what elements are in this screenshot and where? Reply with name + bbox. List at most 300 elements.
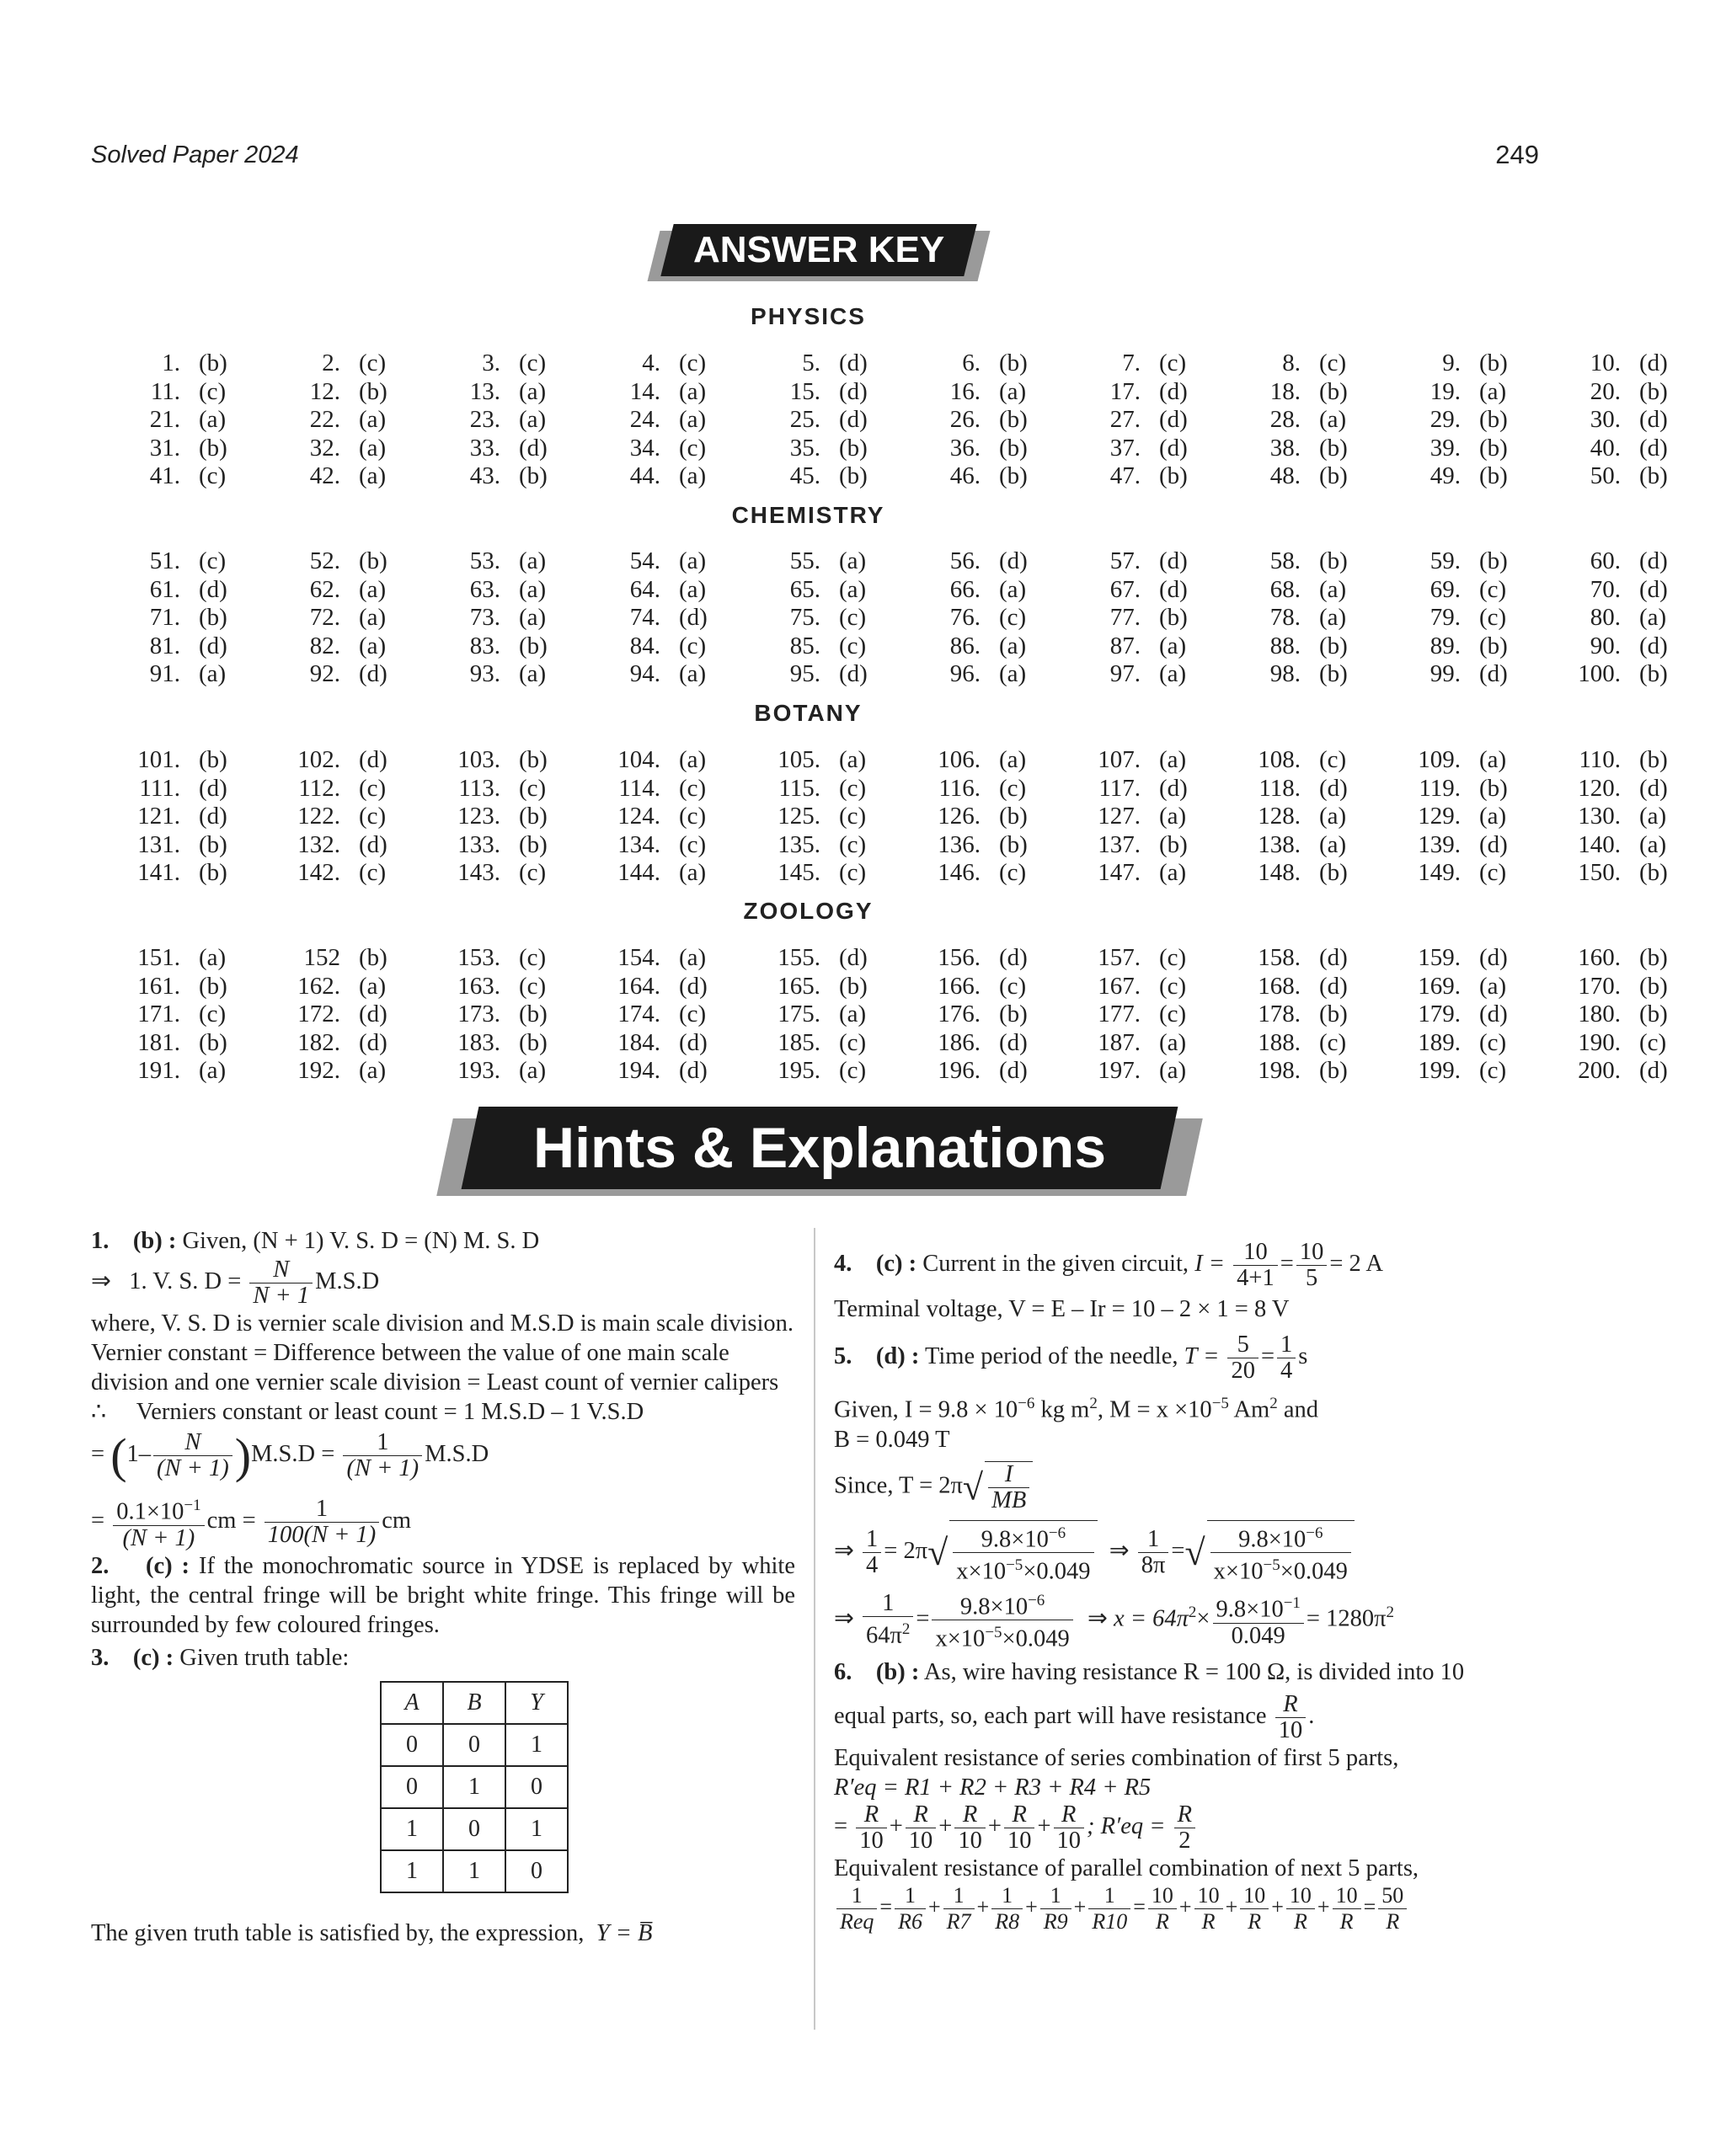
answer-option: (c)	[519, 774, 547, 802]
answer-option: (b)	[1319, 434, 1348, 462]
answer-option: (b)	[359, 547, 387, 574]
question-number: 161.	[137, 972, 180, 1000]
question-number: 2.	[322, 350, 340, 376]
answer-option: (c)	[359, 774, 387, 802]
answer-option: (a)	[679, 859, 707, 886]
answer-option: (d)	[1639, 1057, 1668, 1084]
answer-option: (a)	[679, 575, 707, 603]
question-number: 92.	[309, 660, 340, 687]
question-number: 75.	[789, 604, 820, 631]
question-number: 70.	[1590, 575, 1621, 603]
question-number: 13.	[469, 377, 500, 405]
q1-line2: ⇒ 1. V. S. D = $\frac{N}{N + 1}$ M.S.D	[91, 1257, 380, 1309]
question-number: 112.	[298, 774, 340, 802]
question-number: 119.	[1419, 774, 1461, 802]
answer-option: (d)	[359, 1001, 387, 1027]
question-number: 54.	[629, 547, 660, 574]
question-number: 57.	[1109, 547, 1141, 574]
answer-option: (a)	[1639, 604, 1667, 631]
question-number: 43.	[469, 462, 500, 489]
answer-option: (b)	[519, 462, 548, 489]
answer-option: (a)	[359, 632, 387, 659]
answer-option: (a)	[1639, 830, 1667, 858]
answer-option: (a)	[1639, 803, 1667, 830]
answer-option: (b)	[999, 1001, 1028, 1027]
question-number: 33.	[469, 434, 500, 462]
question-number: 32.	[309, 434, 340, 462]
answer-option: (c)	[999, 774, 1027, 802]
question-number: 114.	[618, 774, 660, 802]
answer-option: (b)	[1479, 774, 1508, 802]
answer-option: (d)	[359, 660, 387, 687]
q6-line1: 6. (b) : As, wire having resistance R = 100 Ω, is divided into 10	[834, 1658, 1465, 1685]
q4-line2: Terminal voltage, V = E – Ir = 10 – 2 × 1 = 8 V	[834, 1296, 1290, 1322]
answer-option: (b)	[1639, 972, 1668, 1000]
answer-option: (c)	[199, 547, 227, 574]
answer-option: (c)	[359, 803, 387, 830]
question-number: 48.	[1269, 462, 1301, 489]
question-number: 134.	[617, 830, 660, 858]
q6-line4: R′eq = R1 + R2 + R3 + R4 + R5	[834, 1774, 1152, 1801]
answer-option: (c)	[1159, 350, 1187, 376]
answer-option: (b)	[839, 434, 868, 462]
section-title-chemistry: CHEMISTRY	[731, 502, 885, 528]
question-number: 79.	[1429, 604, 1461, 631]
question-number: 170.	[1578, 972, 1621, 1000]
answer-option: (d)	[1159, 434, 1188, 462]
answer-option: (a)	[839, 575, 867, 603]
answer-option: (a)	[999, 660, 1027, 687]
question-number: 147.	[1098, 859, 1141, 886]
answer-option: (b)	[1319, 377, 1348, 405]
question-number: 84.	[629, 632, 660, 659]
q5-line5: ⇒ $\frac{1}{4}$ = 2π√ $\frac{9.8\times 10^{-6}}{x\times 10^{-5}\times 0.049}$ ⇒ $\frac{1}{8\pi}$ =√ $\frac{9.8\times 10^{-6}}{x\times 10^{-5}\times 0.049}$	[834, 1520, 1542, 1585]
question-number: 136.	[938, 830, 981, 858]
answer-option: (c)	[679, 774, 707, 802]
answer-option: (c)	[1639, 1028, 1667, 1056]
question-number: 35.	[789, 434, 820, 462]
answer-option: (d)	[1479, 1001, 1508, 1027]
answer-option: (a)	[1479, 377, 1507, 405]
question-number: 20.	[1590, 377, 1621, 405]
question-number: 158.	[1258, 944, 1301, 971]
question-number: 123.	[457, 803, 500, 830]
answer-row	[110, 576, 1710, 605]
answer-option: (b)	[1479, 632, 1508, 659]
q6-line5: = $\frac{R}{10}$ + $\frac{R}{10}$ + $\frac{R}{10}$ + $\frac{R}{10}$ + $\frac{R}{10}$ ; R′eq = $\frac{R}{2}$	[834, 1802, 1542, 1854]
question-number: 55.	[789, 547, 820, 574]
question-number: 168.	[1258, 972, 1301, 1000]
answer-option: (c)	[679, 803, 707, 830]
answer-option: (b)	[359, 377, 387, 405]
answer-option: (a)	[519, 604, 547, 631]
answer-option: (b)	[199, 350, 227, 376]
question-number: 11.	[150, 377, 180, 405]
answer-option: (b)	[1639, 1001, 1668, 1027]
question-number: 71.	[149, 604, 180, 631]
question-number: 124.	[617, 803, 660, 830]
answer-option: (c)	[359, 350, 387, 376]
question-number: 159.	[1418, 944, 1461, 971]
question-number: 27.	[1109, 406, 1141, 433]
answer-option: (a)	[679, 660, 707, 687]
answer-option: (d)	[199, 575, 227, 603]
question-number: 53.	[469, 547, 500, 574]
question-number: 148.	[1258, 859, 1301, 886]
q6-line3: Equivalent resistance of series combination of first 5 parts,	[834, 1744, 1399, 1771]
answer-row	[110, 1001, 1710, 1029]
question-number: 113.	[458, 774, 500, 802]
question-number: 22.	[309, 406, 340, 433]
question-number: 153.	[457, 944, 500, 971]
answer-option: (b)	[839, 462, 868, 489]
answer-option: (c)	[679, 434, 707, 462]
question-number: 73.	[469, 604, 500, 631]
answer-option: (d)	[839, 660, 868, 687]
answer-option: (c)	[679, 632, 707, 659]
question-number: 88.	[1269, 632, 1301, 659]
question-number: 76.	[949, 604, 981, 631]
question-number: 31.	[149, 434, 180, 462]
answer-option: (d)	[999, 1028, 1028, 1056]
question-number: 198.	[1258, 1057, 1301, 1084]
question-number: 8.	[1282, 350, 1301, 376]
answer-row	[110, 632, 1710, 661]
answer-row	[110, 462, 1710, 491]
answer-option: (c)	[839, 632, 867, 659]
answer-option: (a)	[519, 660, 547, 687]
q5-line6: ⇒ $\frac{1}{64\pi^2}$ = $\frac{9.8\times 10^{-6}}{x\times 10^{-5}\times 0.049}$ ⇒ $x = 64\pi^2\times$ $\frac{9.8\times 10^{-1}}{0.049}$ = $1280\pi^2$	[834, 1588, 1542, 1652]
answer-option: (a)	[999, 632, 1027, 659]
answer-row	[110, 944, 1710, 973]
question-number: 61.	[149, 575, 180, 603]
answer-option: (c)	[999, 604, 1027, 631]
question-number: 190.	[1578, 1028, 1621, 1056]
answer-option: (b)	[519, 1001, 548, 1027]
answer-option: (c)	[359, 859, 387, 886]
question-number: 162.	[297, 972, 340, 1000]
answer-option: (a)	[1319, 575, 1347, 603]
answer-option: (b)	[519, 830, 548, 858]
answer-option: (d)	[519, 434, 548, 462]
answer-option: (c)	[199, 462, 227, 489]
answer-option: (d)	[1639, 632, 1668, 659]
answer-option: (b)	[1479, 434, 1508, 462]
question-number: 144.	[617, 859, 660, 886]
question-number: 128.	[1258, 803, 1301, 830]
question-number: 18.	[1269, 377, 1301, 405]
question-number: 68.	[1269, 575, 1301, 603]
question-number: 21.	[149, 406, 180, 433]
q3-line1: 3. (c) : Given truth table:	[91, 1644, 350, 1671]
answer-option: (b)	[1639, 746, 1668, 773]
question-number: 47.	[1109, 462, 1141, 489]
question-number: 85.	[789, 632, 820, 659]
answer-option: (d)	[1479, 944, 1508, 971]
answer-option: (b)	[1639, 859, 1668, 886]
question-number: 56.	[949, 547, 981, 574]
answer-table-zoology	[110, 944, 1710, 1086]
answer-row	[110, 775, 1710, 803]
answer-option: (c)	[519, 350, 547, 376]
section-title-zoology: ZOOLOGY	[743, 898, 874, 924]
question-number: 110.	[1579, 746, 1621, 773]
answer-option: (c)	[839, 803, 867, 830]
question-number: 41.	[149, 462, 180, 489]
answer-option: (c)	[839, 774, 867, 802]
answer-option: (c)	[519, 859, 547, 886]
answer-option: (d)	[839, 944, 868, 971]
question-number: 194.	[617, 1057, 660, 1084]
question-number: 150.	[1578, 859, 1621, 886]
question-number: 173.	[457, 1001, 500, 1027]
answer-row	[110, 604, 1710, 632]
question-number: 69.	[1429, 575, 1461, 603]
q6-line7: $\frac{1}{\text{Req}}$ = $\frac{1}{R6}$ + $\frac{1}{R7}$ + $\frac{1}{R8}$ + $\frac{1}{R9}$ + $\frac{1}{R10}$ = $\frac{10}{R}$ + $\frac{10}{R}$ + $\frac{10}{R}$ + $\frac{10}{R}$ + $\frac{10}{R}$ = $\frac{50}{R}$	[834, 1883, 1542, 1935]
answer-option: (c)	[679, 1001, 707, 1027]
answer-option: (b)	[199, 604, 227, 631]
answer-option: (b)	[1319, 660, 1348, 687]
question-number: 125.	[778, 803, 820, 830]
question-number: 155.	[778, 944, 820, 971]
answer-option: (d)	[1639, 774, 1668, 802]
answer-option: (c)	[1159, 972, 1187, 1000]
answer-row	[110, 803, 1710, 831]
question-number: 121.	[137, 803, 180, 830]
question-number: 12.	[309, 377, 340, 405]
question-number: 196.	[938, 1057, 981, 1084]
section-title-physics: PHYSICS	[751, 303, 866, 329]
answer-option: (d)	[999, 944, 1028, 971]
q6-line6: Equivalent resistance of parallel combination of next 5 parts,	[834, 1854, 1419, 1881]
q5-line4: Since, T = 2π√ $\frac{I}{MB}$	[834, 1461, 1542, 1513]
answer-option: (b)	[839, 972, 868, 1000]
question-number: 80.	[1590, 604, 1621, 631]
question-number: 104.	[617, 746, 660, 773]
question-number: 93.	[469, 660, 500, 687]
answer-option: (c)	[1319, 350, 1347, 376]
answer-option: (a)	[519, 1057, 547, 1084]
question-number: 181.	[137, 1028, 180, 1056]
question-number: 108.	[1258, 746, 1301, 773]
question-number: 141.	[137, 859, 180, 886]
answer-option: (a)	[199, 406, 227, 433]
question-number: 149.	[1418, 859, 1461, 886]
hints-title: Hints & Explanations	[532, 1116, 1107, 1180]
answer-option: (c)	[839, 1057, 867, 1084]
right-column	[834, 1240, 1542, 1935]
answer-option: (a)	[359, 604, 387, 631]
answer-option: (c)	[199, 377, 227, 405]
answer-option: (d)	[1159, 547, 1188, 574]
question-number: 152	[303, 944, 340, 971]
answer-option: (b)	[1639, 660, 1668, 687]
answer-option: (d)	[679, 1057, 708, 1084]
answer-option: (b)	[999, 803, 1028, 830]
answer-option: (d)	[1319, 972, 1348, 1000]
question-number: 46.	[949, 462, 981, 489]
question-number: 174.	[617, 1001, 660, 1027]
answer-row	[110, 406, 1710, 435]
answer-table-physics	[110, 350, 1710, 491]
question-number: 117.	[1098, 774, 1141, 802]
question-number: 90.	[1590, 632, 1621, 659]
answer-option: (a)	[1319, 604, 1347, 631]
answer-option: (c)	[999, 859, 1027, 886]
question-number: 106.	[938, 746, 981, 773]
question-number: 23.	[469, 406, 500, 433]
answer-option: (b)	[199, 746, 227, 773]
question-number: 36.	[949, 434, 981, 462]
question-number: 105.	[778, 746, 820, 773]
question-number: 26.	[949, 406, 981, 433]
answer-option: (a)	[359, 406, 387, 433]
question-number: 122.	[297, 803, 340, 830]
answer-option: (d)	[1639, 406, 1668, 433]
question-number: 126.	[938, 803, 981, 830]
question-number: 171.	[137, 1001, 180, 1027]
question-number: 135.	[778, 830, 820, 858]
question-number: 4.	[642, 350, 660, 376]
answer-option: (a)	[679, 406, 707, 433]
question-number: 19.	[1429, 377, 1461, 405]
hints-banner	[445, 1105, 1194, 1203]
answer-option: (d)	[839, 350, 868, 376]
answer-option: (a)	[679, 547, 707, 574]
answer-option: (d)	[1319, 774, 1348, 802]
question-number: 81.	[149, 632, 180, 659]
question-number: 178.	[1258, 1001, 1301, 1027]
answer-option: (d)	[1319, 944, 1348, 971]
question-number: 107.	[1098, 746, 1141, 773]
question-number: 77.	[1109, 604, 1141, 631]
question-number: 166.	[938, 972, 981, 1000]
question-number: 44.	[629, 462, 660, 489]
answer-option: (b)	[1319, 632, 1348, 659]
question-number: 59.	[1429, 547, 1461, 574]
column-divider	[814, 1228, 815, 2030]
answer-option: (d)	[999, 1057, 1028, 1084]
question-number: 120.	[1578, 774, 1621, 802]
question-number: 109.	[1418, 746, 1461, 773]
question-number: 130.	[1578, 803, 1621, 830]
answer-option: (a)	[519, 377, 547, 405]
question-number: 91.	[149, 660, 180, 687]
question-number: 74.	[629, 604, 660, 631]
answer-option: (a)	[679, 377, 707, 405]
answer-option: (c)	[1319, 1028, 1347, 1056]
question-number: 98.	[1269, 660, 1301, 687]
answer-option: (c)	[1159, 1001, 1187, 1027]
question-number: 30.	[1590, 406, 1621, 433]
answer-row	[110, 973, 1710, 1001]
question-number: 87.	[1109, 632, 1141, 659]
question-number: 3.	[482, 350, 500, 376]
answer-option: (a)	[359, 1057, 387, 1084]
answer-option: (b)	[1159, 462, 1188, 489]
question-number: 51.	[149, 547, 180, 574]
answer-option: (a)	[359, 434, 387, 462]
answer-option: (b)	[1639, 944, 1668, 971]
question-number: 197.	[1098, 1057, 1141, 1084]
answer-option: (c)	[1479, 1028, 1507, 1056]
question-number: 118.	[1258, 774, 1301, 802]
answer-option: (b)	[519, 746, 548, 773]
question-number: 188.	[1258, 1028, 1301, 1056]
answer-option: (d)	[839, 406, 868, 433]
answer-option: (d)	[679, 972, 708, 1000]
answer-option: (c)	[839, 859, 867, 886]
question-number: 96.	[949, 660, 981, 687]
answer-option: (a)	[1159, 660, 1187, 687]
question-number: 65.	[789, 575, 820, 603]
answer-row	[110, 435, 1710, 463]
answer-row	[110, 1029, 1710, 1058]
answer-option: (c)	[679, 350, 707, 376]
question-number: 131.	[137, 830, 180, 858]
question-number: 5.	[802, 350, 820, 376]
answer-option: (d)	[1639, 350, 1668, 376]
question-number: 133.	[457, 830, 500, 858]
answer-option: (b)	[1479, 547, 1508, 574]
answer-option: (b)	[1479, 350, 1508, 376]
question-number: 186.	[938, 1028, 981, 1056]
question-number: 82.	[309, 632, 340, 659]
answer-option: (b)	[199, 859, 227, 886]
q5-line2: Given, $I = 9.8 \times 10^{-6}$ kg $m^2$, $M = x \times 10^{-5}$ Am$^2$ and	[834, 1395, 1318, 1423]
answer-option: (a)	[1479, 746, 1507, 773]
answer-option: (d)	[1159, 406, 1188, 433]
answer-option: (d)	[199, 774, 227, 802]
answer-option: (a)	[1159, 859, 1187, 886]
answer-option: (d)	[1479, 660, 1508, 687]
question-number: 132.	[297, 830, 340, 858]
question-number: 101.	[137, 746, 180, 773]
question-number: 199.	[1418, 1057, 1461, 1084]
question-number: 189.	[1418, 1028, 1461, 1056]
answer-option: (b)	[1319, 462, 1348, 489]
answer-option: (a)	[519, 406, 547, 433]
question-number: 160.	[1578, 944, 1621, 971]
answer-option: (d)	[1159, 774, 1188, 802]
question-number: 191.	[137, 1057, 180, 1084]
answer-option: (d)	[679, 1028, 708, 1056]
question-number: 63.	[469, 575, 500, 603]
left-column	[91, 1226, 795, 1948]
question-number: 7.	[1122, 350, 1141, 376]
answer-option: (b)	[1479, 406, 1508, 433]
question-number: 177.	[1098, 1001, 1141, 1027]
answer-option: (a)	[1319, 803, 1347, 830]
question-number: 99.	[1429, 660, 1461, 687]
answer-option: (d)	[1639, 575, 1668, 603]
question-number: 24.	[629, 406, 660, 433]
question-number: 9.	[1442, 350, 1461, 376]
answer-option: (a)	[1479, 803, 1507, 830]
answer-option: (b)	[519, 632, 548, 659]
answer-option: (c)	[999, 972, 1027, 1000]
answer-option: (d)	[1479, 830, 1508, 858]
answer-option: (c)	[1159, 944, 1187, 971]
answer-option: (d)	[199, 632, 227, 659]
answer-option: (a)	[199, 944, 227, 971]
question-number: 28.	[1269, 406, 1301, 433]
question-number: 40.	[1590, 434, 1621, 462]
answer-option: (b)	[999, 406, 1028, 433]
answer-option: (a)	[359, 462, 387, 489]
answer-option: (c)	[1319, 746, 1347, 773]
answer-option: (c)	[519, 972, 547, 1000]
